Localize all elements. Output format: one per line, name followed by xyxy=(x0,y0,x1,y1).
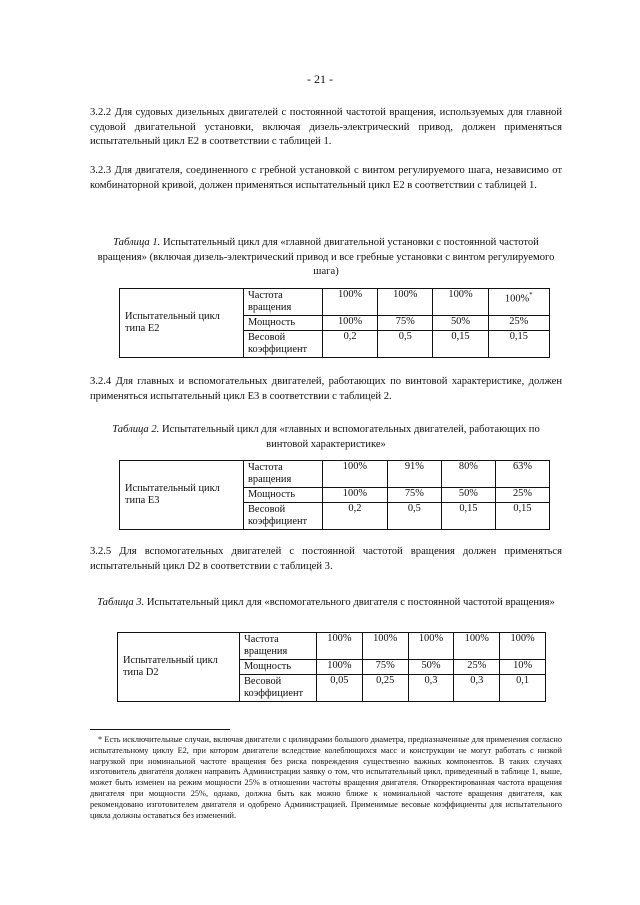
table1-power-cell: 50% xyxy=(433,316,488,331)
table1-power-cell: 100% xyxy=(323,316,378,331)
table2-cycle-label: Испытательный цикл типа Е3 xyxy=(120,461,244,530)
table2-power-cell: 50% xyxy=(441,488,495,503)
footnote: * Есть исключительные случаи, включая двигатели с цилиндрами большого диаметра, предназначенные для применения согласно испытательному циклу Е2, при котором двигатели вследствие колеблющихся масс и конструкции не могут работать с низкой нагрузкой при номинальной частоте вращения без риска повреждения существенно важных компонентов. В таких случаях изготовитель двигателя должен направить Администрации заявку о том, что испытательный цикл, приведенный в таблице 1, выше, может быть изменен на режим мощности 25% в отношении частоты вращения двигателя. Откорректированная частота вращения двигателя при мощности 25%, однако, должна быть как можно ближе к номинальной частоте вращения двигателя, как рекомендовано изготовителем двигателя и одобрено Администрацией. Применимые весовые коэффициенты для испытательного цикла должны оставаться без изменений. xyxy=(90,735,562,820)
table2-speed-label: Частота вращения xyxy=(244,461,323,488)
table3-weight-cell: 0,25 xyxy=(362,675,408,702)
table2-weight-cell: 0,5 xyxy=(387,503,441,530)
table2-weight-cell: 0,15 xyxy=(441,503,495,530)
table1-power-label: Мощность xyxy=(244,316,323,331)
table1-speed-cell: 100% xyxy=(378,289,433,316)
footnote-marker: * xyxy=(529,291,533,299)
table1-power-cell: 25% xyxy=(488,316,549,331)
paragraph-3-2-4: 3.2.4 Для главных и вспомогательных двигателей, работающих по винтовой характеристике, должен применяться испытательный цикл Е3 в соответствии с таблицей 2. xyxy=(90,376,562,402)
paragraph-3-2-5: 3.2.5 Для вспомогательных двигателей с постоянной частотой вращения должен применяться испытательный цикл D2 в соответствии с таблицей 3. xyxy=(90,546,562,572)
table2-speed-cell: 63% xyxy=(495,461,549,488)
table3-power-cell: 25% xyxy=(454,660,500,675)
table1-caption-label: Таблица 1. xyxy=(113,237,161,248)
table3-power-cell: 50% xyxy=(408,660,454,675)
table1-speed-value: 100% xyxy=(504,293,530,305)
table2-weight-label: Весовой коэффициент xyxy=(244,503,323,530)
table1-weight-cell: 0,5 xyxy=(378,331,433,358)
table1-weight-label: Весовой коэффициент xyxy=(244,331,323,358)
table2-caption-text: Испытательный цикл для «главных и вспомогательных двигателей, работающих по винтовой характеристике» xyxy=(161,424,540,450)
table3-power-label: Мощность xyxy=(240,660,317,675)
table1-speed-cell: 100% xyxy=(323,289,378,316)
table2-power-cell: 75% xyxy=(387,488,441,503)
table3-weight-cell: 0,3 xyxy=(454,675,500,702)
table2-weight-cell: 0,15 xyxy=(495,503,549,530)
table2-speed-cell: 80% xyxy=(441,461,495,488)
table3-weight-label: Весовой коэффициент xyxy=(240,675,317,702)
table2-speed-cell: 91% xyxy=(387,461,441,488)
table3-weight-cell: 0,1 xyxy=(500,675,546,702)
table2-power-cell: 25% xyxy=(495,488,549,503)
table1-speed-cell-starred xyxy=(488,289,549,316)
table2 xyxy=(119,460,550,530)
table3-speed-label: Частота вращения xyxy=(240,633,317,660)
page-number: - 21 - xyxy=(307,72,333,86)
table3 xyxy=(117,632,546,702)
table3-power-cell: 100% xyxy=(317,660,363,675)
table2-caption xyxy=(90,423,562,452)
table3-power-cell: 10% xyxy=(500,660,546,675)
table2-weight-cell: 0,2 xyxy=(323,503,388,530)
table3-caption xyxy=(90,596,562,611)
table3-weight-cell: 0,3 xyxy=(408,675,454,702)
table3-cycle-label: Испытательный цикл типа D2 xyxy=(118,633,240,702)
table3-caption-text: Испытательный цикл для «вспомогательного двигателя с постоянной частотой вращения» xyxy=(146,597,555,608)
table1 xyxy=(119,288,550,358)
table3-power-cell: 75% xyxy=(362,660,408,675)
table3-speed-cell: 100% xyxy=(500,633,546,660)
table2-caption-label: Таблица 2. xyxy=(112,424,160,435)
table1-speed-label: Частота вращения xyxy=(244,289,323,316)
paragraph-3-2-3: 3.2.3 Для двигателя, соединенного с гребной установкой с винтом регулируемого шага, независимо от комбинаторной кривой, должен применяться испытательный цикл Е2 в соответствии с таблицей 1. xyxy=(90,165,562,191)
table1-caption xyxy=(90,236,562,280)
table1-power-cell: 75% xyxy=(378,316,433,331)
table2-power-label: Мощность xyxy=(244,488,323,503)
table1-cycle-label: Испытательный цикл типа Е2 xyxy=(120,289,244,358)
table1-caption-text: Испытательный цикл для «главной двигательной установки с постоянной частотой вращения» (включая дизель-электрический привод и все гребные установки с винтом регулируемого шага) xyxy=(97,237,555,277)
table1-weight-cell: 0,2 xyxy=(323,331,378,358)
table3-speed-cell: 100% xyxy=(408,633,454,660)
table1-weight-cell: 0,15 xyxy=(488,331,549,358)
table1-speed-cell: 100% xyxy=(433,289,488,316)
table3-speed-cell: 100% xyxy=(317,633,363,660)
table1-weight-cell: 0,15 xyxy=(433,331,488,358)
table3-speed-cell: 100% xyxy=(454,633,500,660)
footnote-divider xyxy=(90,729,230,730)
table2-power-cell: 100% xyxy=(323,488,388,503)
table2-speed-cell: 100% xyxy=(323,461,388,488)
paragraph-3-2-2: 3.2.2 Для судовых дизельных двигателей с постоянной частотой вращения, используемых для главной судовой двигательной установки, включая дизель-электрический привод, должен применяться испытательный цикл Е2 в соответствии с таблицей 1. xyxy=(90,107,562,147)
table3-weight-cell: 0,05 xyxy=(317,675,363,702)
table3-speed-cell: 100% xyxy=(362,633,408,660)
table3-caption-label: Таблица 3. xyxy=(97,597,145,608)
